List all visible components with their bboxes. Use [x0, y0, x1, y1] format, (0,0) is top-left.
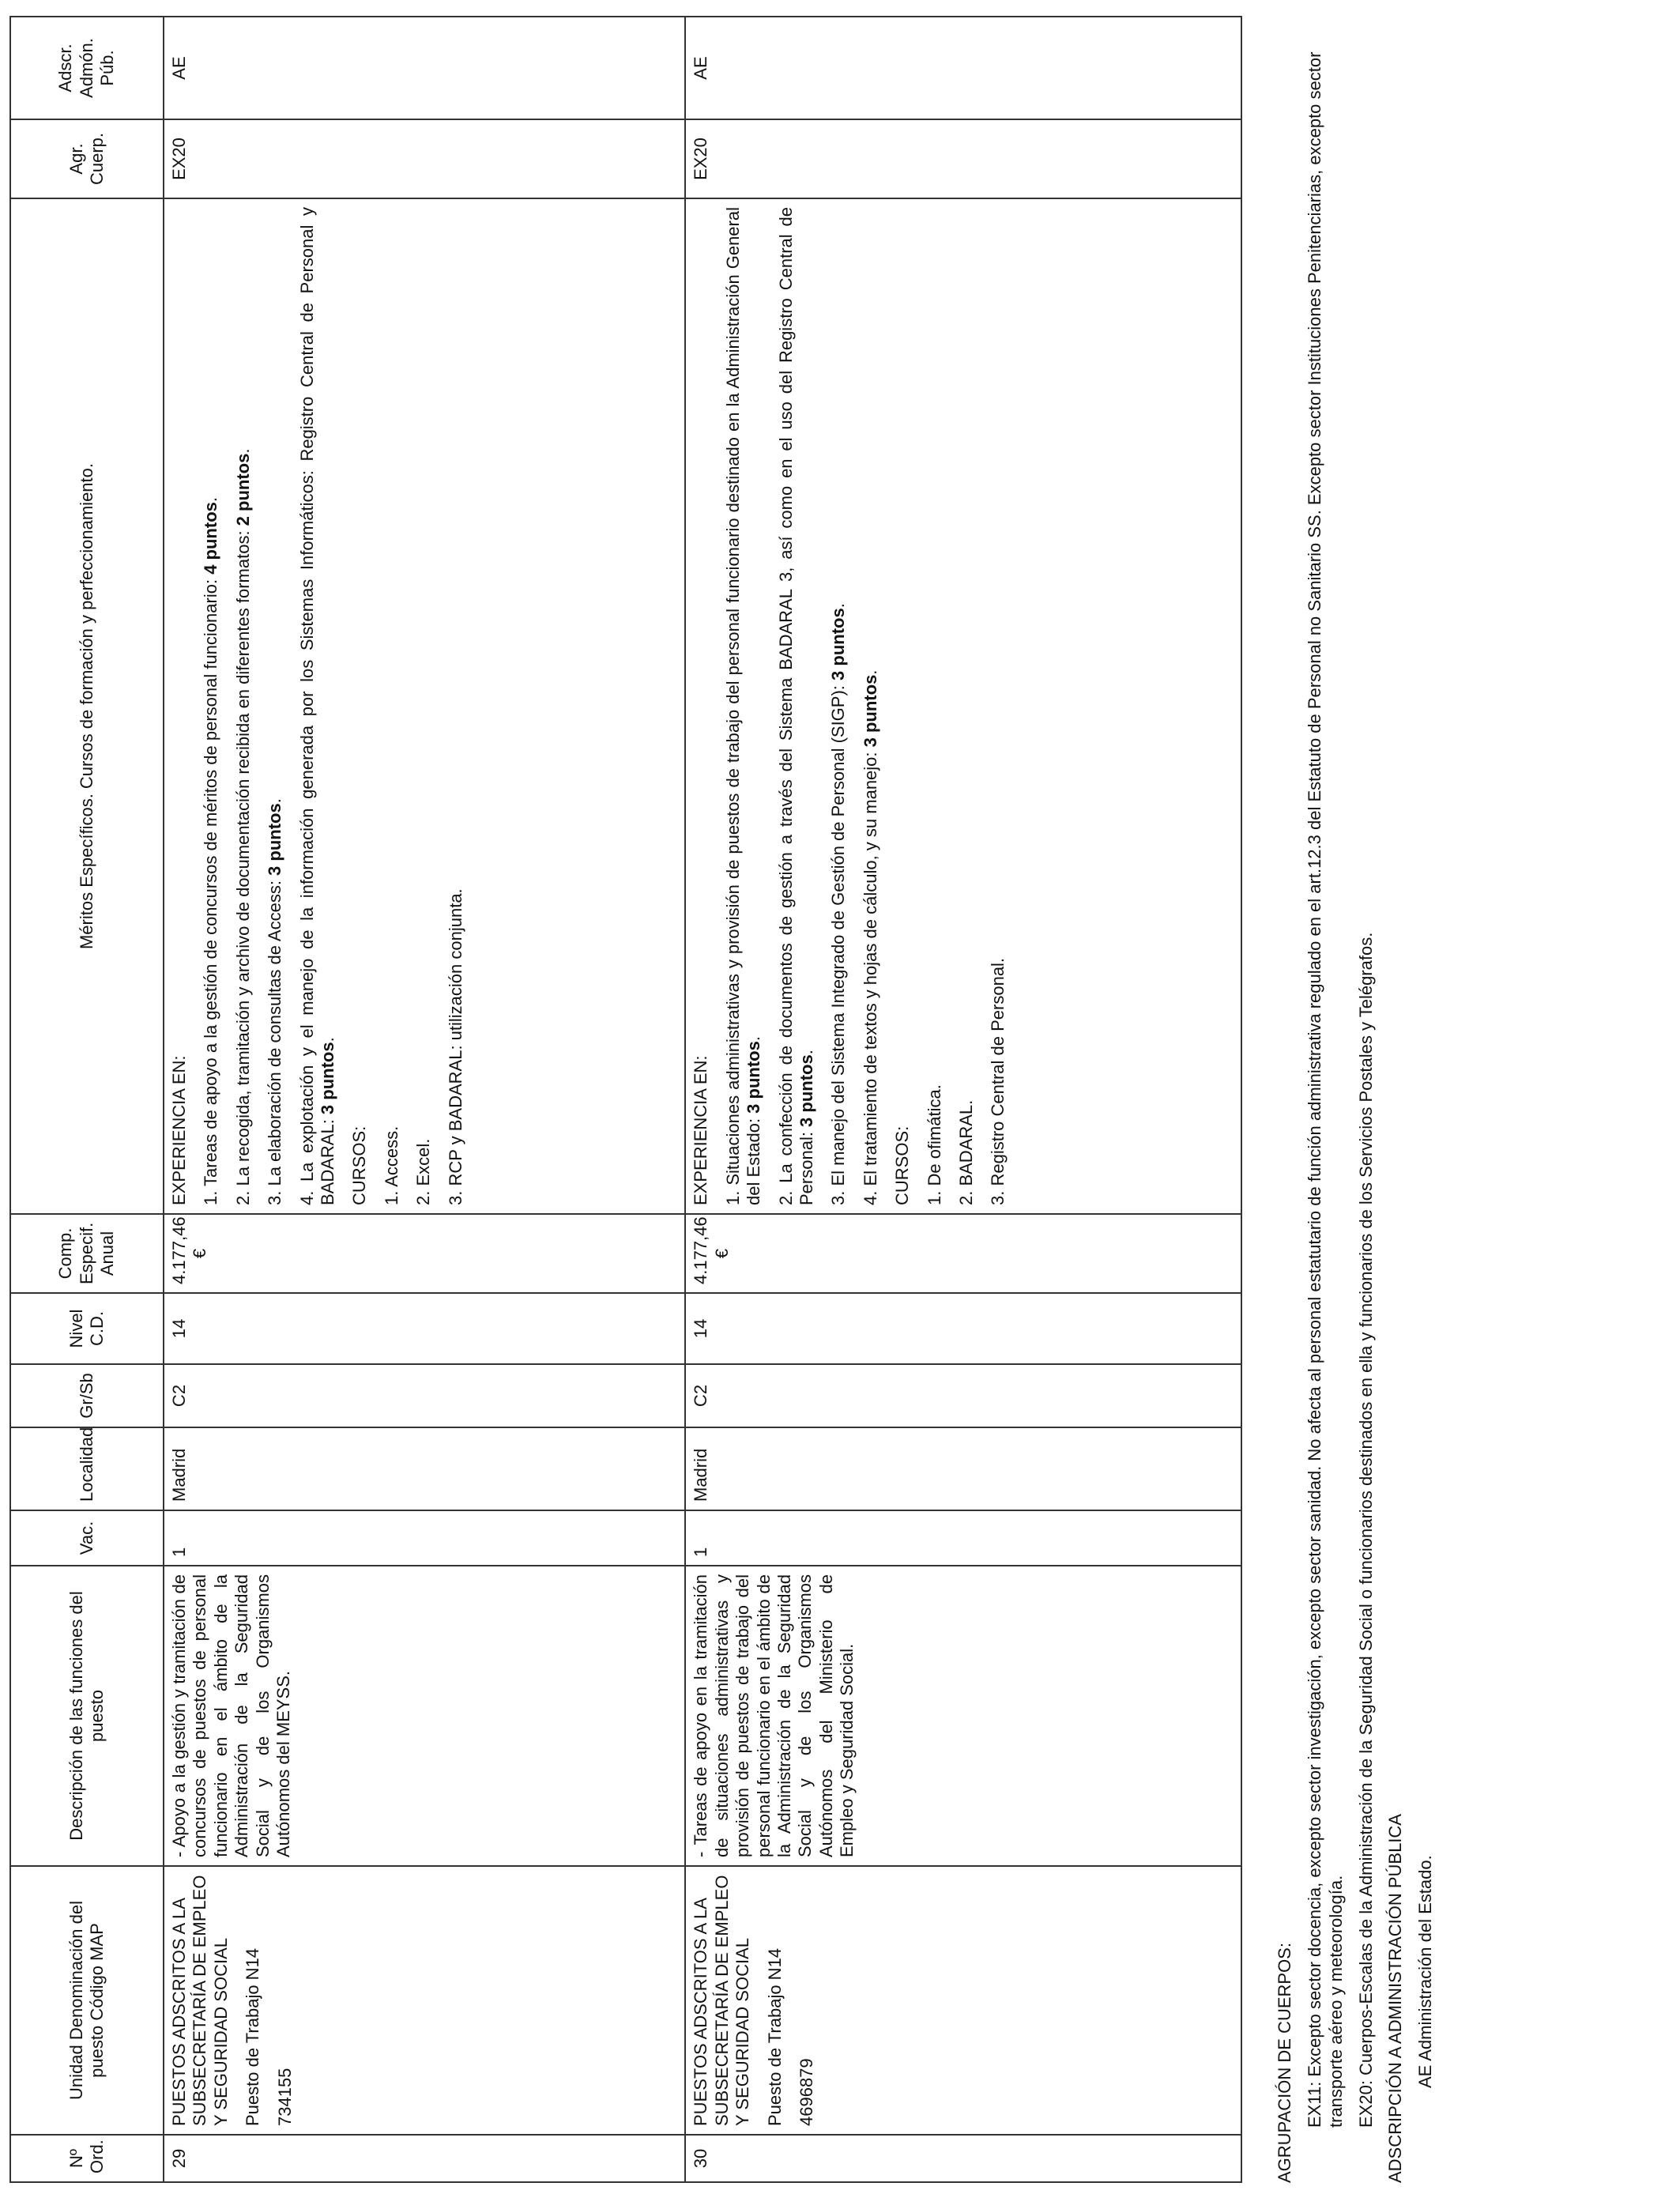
merit-item: 1. Situaciones administrativas y provisión de puestos de trabajo del personal funcionario destinado en la Administración General del Estado: 3 puntos.	[722, 207, 764, 1205]
merit-text: 2. La recogida, tramitación y archivo de documentación recibida en diferentes formatos:	[232, 526, 253, 1205]
cell-gr: C2	[685, 1364, 1241, 1427]
cell-meritos	[685, 198, 1241, 1214]
merit-item: 3. La elaboración de consultas de Access: 3 puntos.	[265, 798, 285, 1205]
exp-title: EXPERIENCIA EN:	[169, 1055, 189, 1205]
table-row	[164, 17, 685, 2182]
cursos-title: CURSOS:	[892, 1125, 913, 1205]
cell-loc: Madrid	[164, 1427, 685, 1510]
header-gr: Gr/Sb	[10, 1364, 164, 1427]
map-code: 734155	[274, 2068, 295, 2126]
curso-item: 1. De ofimática.	[924, 1084, 944, 1205]
merit-item: 4. La explotación y el manejo de la información generada por los Sistemas Informáticos: Registro Central de Personal y BADARAL: 3 puntos.	[296, 207, 337, 1205]
footnotes	[1274, 33, 1444, 2183]
header-comp: Comp. Especif. Anual	[10, 1214, 164, 1293]
cell-adscr: AE	[685, 17, 1241, 119]
curso-item: 2. Excel.	[413, 1138, 434, 1205]
puesto-name: Puesto de Trabajo N14	[764, 1947, 785, 2126]
table-header-row	[10, 17, 164, 2182]
merit-points: 4 puntos	[201, 502, 221, 575]
cell-comp: 4.177,46 €	[685, 1214, 1241, 1293]
merit-text: 1. Situaciones administrativas y provisión de puestos de trabajo del personal funcionario destinado en la Administración General del Estado:	[722, 207, 764, 1205]
header-adscr: Adscr. Admón. Púb.	[10, 17, 164, 119]
puesto-name: Puesto de Trabajo N14	[243, 1947, 263, 2126]
header-unit: Unidad Denominación del puesto Código MAP	[10, 1866, 164, 2135]
curso-item: 3. RCP y BADARAL: utilización conjunta.	[445, 888, 465, 1205]
cell-unit	[164, 1866, 685, 2135]
job-positions-table	[9, 16, 1242, 2183]
agrupacion-title: AGRUPACIÓN DE CUERPOS:	[1275, 1943, 1294, 2183]
unit-name: PUESTOS ADSCRITOS A LA SUBSECRETARÍA DE EMPLEO Y SEGURIDAD SOCIAL	[691, 1875, 753, 2126]
cell-gr: C2	[164, 1364, 685, 1427]
cell-desc: - Tareas de apoyo en la tramitación de situaciones administrativas y provisión de puestos de trabajo del personal funcionario en el ámbito de la Administración de la Seguridad Social y de los Organismos Autónomos del Ministerio de Empleo y Seguridad Social.	[685, 1566, 1241, 1866]
ae-note: AE Administración del Estado.	[1414, 1855, 1435, 2088]
header-loc: Localidad	[10, 1427, 164, 1510]
ex11-note: EX11: Excepto sector docencia, excepto sector investigación, excepto sector sanidad. No afecta al personal estatutario de función administrativa regulado en el art.12.3 del Estatuto de Personal no Sanitario SS. Excepto sector Instituciones Penitenciarias, excepto sector transporte aéreo y meteorología.	[1304, 51, 1346, 2128]
cell-loc: Madrid	[685, 1427, 1241, 1510]
merit-points: 3 puntos	[828, 608, 849, 680]
merit-text: 3. La elaboración de consultas de Access:	[265, 875, 285, 1205]
merit-item: 2. La confección de documentos de gestión a través del Sistema BADARAL 3, así como en el uso del Registro Central de Personal: 3 puntos.	[775, 207, 816, 1205]
merit-item: 4. El tratamiento de textos y hojas de cálculo, y su manejo: 3 puntos.	[860, 669, 880, 1205]
merit-points: 3 puntos	[796, 1054, 816, 1127]
merit-item: 3. El manejo del Sistema Integrado de Gestión de Personal (SIGP): 3 puntos.	[828, 603, 849, 1205]
ex20-note: EX20: Cuerpos-Escalas de la Administración de la Seguridad Social o funcionarios destinados en ella y funcionarios de los Servicios Postales y Telégrafos.	[1355, 932, 1376, 2128]
merit-points: 3 puntos	[317, 1042, 337, 1115]
merit-item: 2. La recogida, tramitación y archivo de documentación recibida en diferentes formatos: 2 puntos.	[232, 448, 253, 1205]
table-row	[685, 17, 1241, 2182]
cell-ord: 29	[164, 2135, 685, 2182]
unit-name: PUESTOS ADSCRITOS A LA SUBSECRETARÍA DE EMPLEO Y SEGURIDAD SOCIAL	[169, 1875, 231, 2126]
header-agr: Agr. Cuerp.	[10, 119, 164, 198]
merit-text: 1. Tareas de apoyo a la gestión de concursos de méritos de personal funcionario:	[201, 574, 221, 1205]
cell-vac: 1	[685, 1510, 1241, 1566]
cell-meritos	[164, 198, 685, 1214]
curso-item: 3. Registro Central de Personal.	[988, 957, 1008, 1205]
adscripcion-title: ADSCRIPCIÓN A ADMINISTRACIÓN PÚBLICA	[1385, 1814, 1405, 2183]
header-nivel: Nivel C.D.	[10, 1293, 164, 1364]
merit-points: 3 puntos	[265, 803, 285, 876]
cell-comp: 4.177,46 €	[164, 1214, 685, 1293]
merit-points: 3 puntos	[860, 674, 880, 748]
curso-item: 2. BADARAL.	[955, 1099, 976, 1205]
cell-agr: EX20	[164, 119, 685, 198]
header-meritos: Méritos Específicos. Cursos de formación y perfeccionamiento.	[10, 198, 164, 1214]
merit-points: 2 puntos	[232, 453, 253, 526]
map-code: 4696879	[796, 2058, 816, 2126]
curso-item: 1. Access.	[381, 1125, 401, 1205]
cell-desc: - Apoyo a la gestión y tramitación de concursos de puestos de personal funcionario en el ámbito de la Administración de la Seguridad Social y de los Organismos Autónomos del MEYSS.	[164, 1566, 685, 1866]
header-desc: Descripción de las funciones del puesto	[10, 1566, 164, 1866]
cell-ord: 30	[685, 2135, 1241, 2182]
header-ord: Nº Ord.	[10, 2135, 164, 2182]
merit-text: 4. La explotación y el manejo de la información generada por los Sistemas Informáticos: Registro Central de Personal y BADARAL:	[296, 207, 337, 1205]
merit-text: 2. La confección de documentos de gestión a través del Sistema BADARAL 3, así como en el uso del Registro Central de Personal:	[775, 207, 816, 1205]
merit-text: 4. El tratamiento de textos y hojas de cálculo, y su manejo:	[860, 747, 880, 1205]
cell-unit	[685, 1866, 1241, 2135]
cursos-title: CURSOS:	[349, 1125, 370, 1205]
exp-title: EXPERIENCIA EN:	[691, 1055, 711, 1205]
cell-vac: 1	[164, 1510, 685, 1566]
merit-text: 3. El manejo del Sistema Integrado de Gestión de Personal (SIGP):	[828, 680, 849, 1205]
cell-nivel: 14	[685, 1293, 1241, 1364]
cell-nivel: 14	[164, 1293, 685, 1364]
merit-points: 3 puntos	[744, 1041, 764, 1114]
cell-adscr: AE	[164, 17, 685, 119]
merit-item: 1. Tareas de apoyo a la gestión de concursos de méritos de personal funcionario: 4 puntos.	[201, 497, 221, 1205]
header-vac: Vac.	[10, 1510, 164, 1566]
cell-agr: EX20	[685, 119, 1241, 198]
